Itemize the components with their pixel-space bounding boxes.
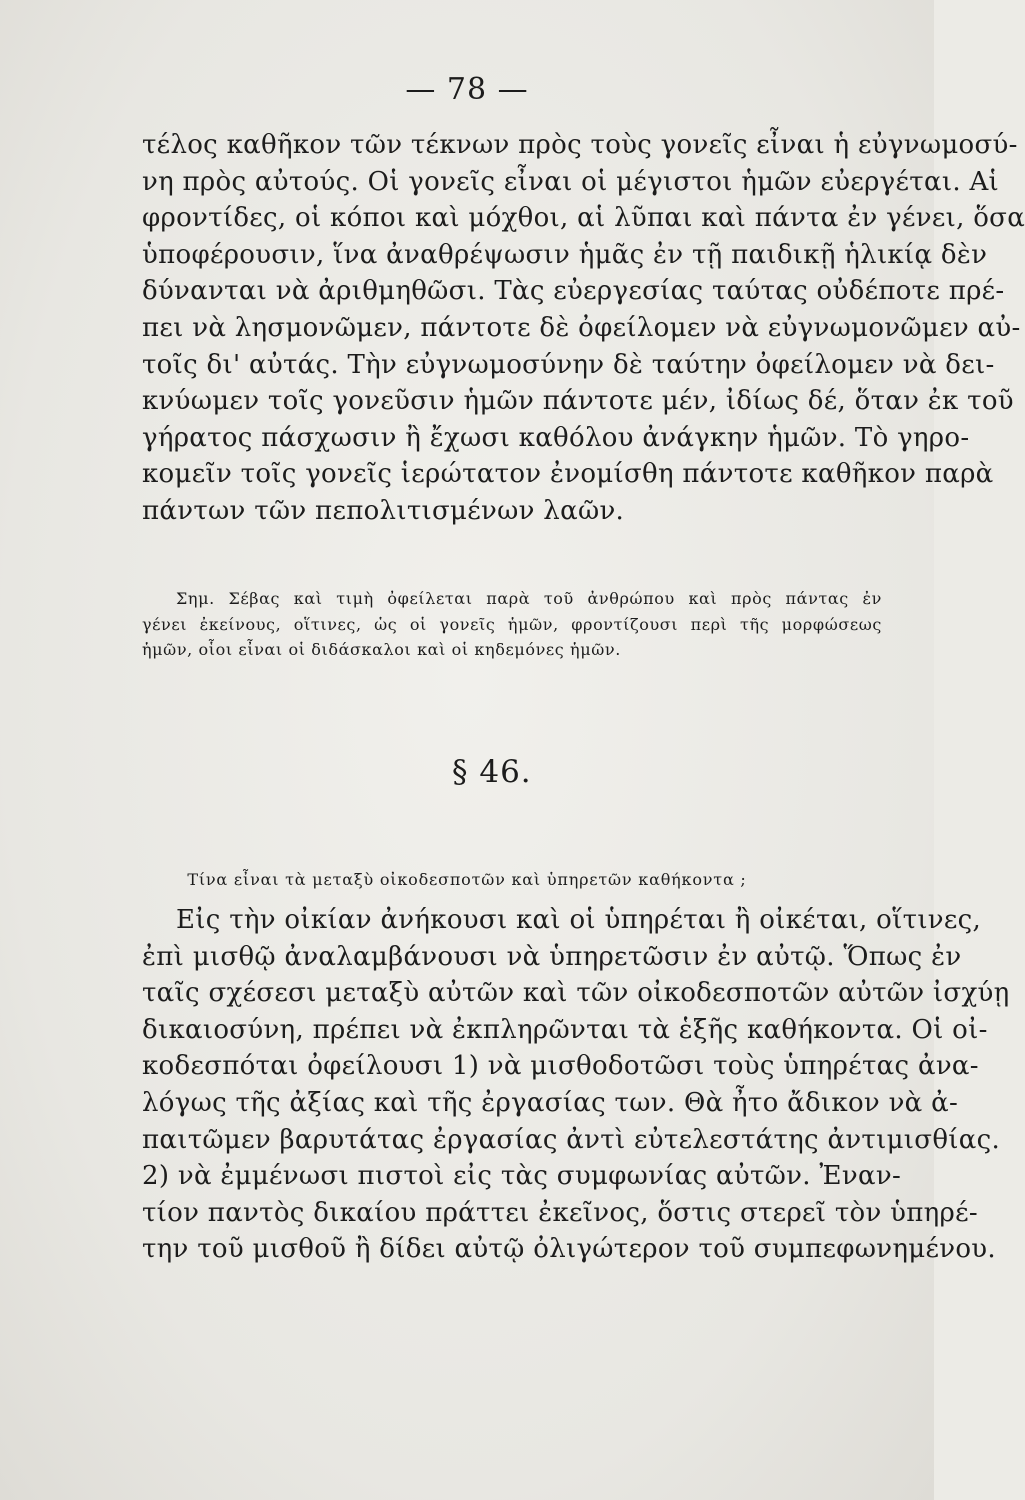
text-line: νη πρὸς αὐτούς. Οἱ γονεῖς εἶναι οἱ μέγιστοι ἡμῶν εὐεργέται. Αἱ: [142, 166, 1000, 197]
text-line: λόγως τῆς ἀξίας καὶ τῆς ἐργασίας των. Θὰ ἦτο ἄδικον νὰ ἀ-: [142, 1087, 959, 1118]
section-heading: § 46.: [452, 754, 532, 790]
text-line: γήρατος πάσχωσιν ἢ ἔχωσι καθόλου ἀνάγκην ἡμῶν. Τὸ γηρο-: [142, 422, 970, 453]
text-line: δύνανται νὰ ἀριθμηθῶσι. Τὰς εὐεργεσίας ταύτας οὐδέποτε πρέ-: [142, 276, 1005, 307]
text-line: δικαιοσύνη, πρέπει νὰ ἐκπληρῶνται τὰ ἑξῆς καθήκοντα. Οἱ οἰ-: [142, 1014, 988, 1045]
text-line: τίον παντὸς δικαίου πράττει ἐκεῖνος, ὅστις στερεῖ τὸν ὑπηρέ-: [142, 1197, 978, 1228]
text-line: ταῖς σχέσεσι μεταξὺ αὐτῶν καὶ τῶν οἰκοδεσποτῶν αὐτῶν ἰσχύῃ: [142, 978, 1010, 1009]
text-line: παιτῶμεν βαρυτάτας ἐργασίας ἀντὶ εὐτελεστάτης ἀντιμισθίας.: [142, 1124, 1001, 1155]
section-question: Τίνα εἶναι τὰ μεταξὺ οἰκοδεσποτῶν καὶ ὑπηρετῶν καθήκοντα ;: [187, 870, 747, 889]
paragraph-masters-servants: [142, 902, 1010, 1268]
text-line: κοδεσπόται ὀφείλουσι 1) νὰ μισθοδοτῶσι τοὺς ὑπηρέτας ἀνα-: [142, 1051, 979, 1082]
paragraph-filial-gratitude: [142, 127, 1025, 530]
text-line: πει νὰ λησμονῶμεν, πάντοτε δὲ ὀφείλομεν νὰ εὐγνωμονῶμεν αὐ-: [142, 312, 1021, 343]
note-line: ἡμῶν, οἷοι εἶναι οἱ διδάσκαλοι καὶ οἱ κηδεμόνες ἡμῶν.: [142, 640, 621, 659]
page-number: — 78 —: [405, 72, 529, 107]
note-line: γένει ἐκείνους, οἵτινες, ὡς οἱ γονεῖς ἡμῶν, φροντίζουσι περὶ τῆς μορφώσεως: [142, 614, 882, 634]
text-line: κνύωμεν τοῖς γονεῦσιν ἡμῶν πάντοτε μέν, ἰδίως δέ, ὅταν ἐκ τοῦ: [142, 386, 1014, 417]
text-line: Εἰς τὴν οἰκίαν ἀνήκουσι καὶ οἱ ὑπηρέται ἢ οἰκέται, οἵτινες,: [176, 905, 982, 935]
text-line: ὑποφέρουσιν, ἵνα ἀναθρέψωσιν ἡμᾶς ἐν τῇ παιδικῇ ἡλικίᾳ δὲν: [142, 239, 988, 270]
text-line: πάντων τῶν πεπολιτισμένων λαῶν.: [142, 495, 625, 526]
text-line: 2) νὰ ἐμμένωσι πιστοὶ εἰς τὰς συμφωνίας αὐτῶν. Ἐναν-: [142, 1161, 902, 1192]
text-line: τοῖς δι' αὐτάς. Τὴν εὐγνωμοσύνην δὲ ταύτην ὀφείλομεν νὰ δει-: [142, 349, 995, 380]
note-line: Σημ. Σέβας καὶ τιμὴ ὀφείλεται παρὰ τοῦ ἀνθρώπου καὶ πρὸς πάντας ἐν: [176, 589, 882, 608]
text-line: φροντίδες, οἱ κόποι καὶ μόχθοι, αἱ λῦπαι καὶ πάντα ἐν γένει, ὅσα: [142, 203, 1025, 234]
text-line: κομεῖν τοῖς γονεῖς ἱερώτατον ἐνομίσθη πάντοτε καθῆκον παρὰ: [142, 459, 994, 490]
text-line: ἐπὶ μισθῷ ἀναλαμβάνουσι νὰ ὑπηρετῶσιν ἐν αὐτῷ. Ὅπως ἐν: [142, 941, 962, 972]
text-line: τέλος καθῆκον τῶν τέκνων πρὸς τοὺς γονεῖς εἶναι ἡ εὐγνωμοσύ-: [142, 130, 1018, 160]
footnote-remark: [142, 586, 882, 663]
text-line: την τοῦ μισθοῦ ἢ δίδει αὐτῷ ὀλιγώτερον τοῦ συμπεφωνημένου.: [142, 1234, 996, 1265]
